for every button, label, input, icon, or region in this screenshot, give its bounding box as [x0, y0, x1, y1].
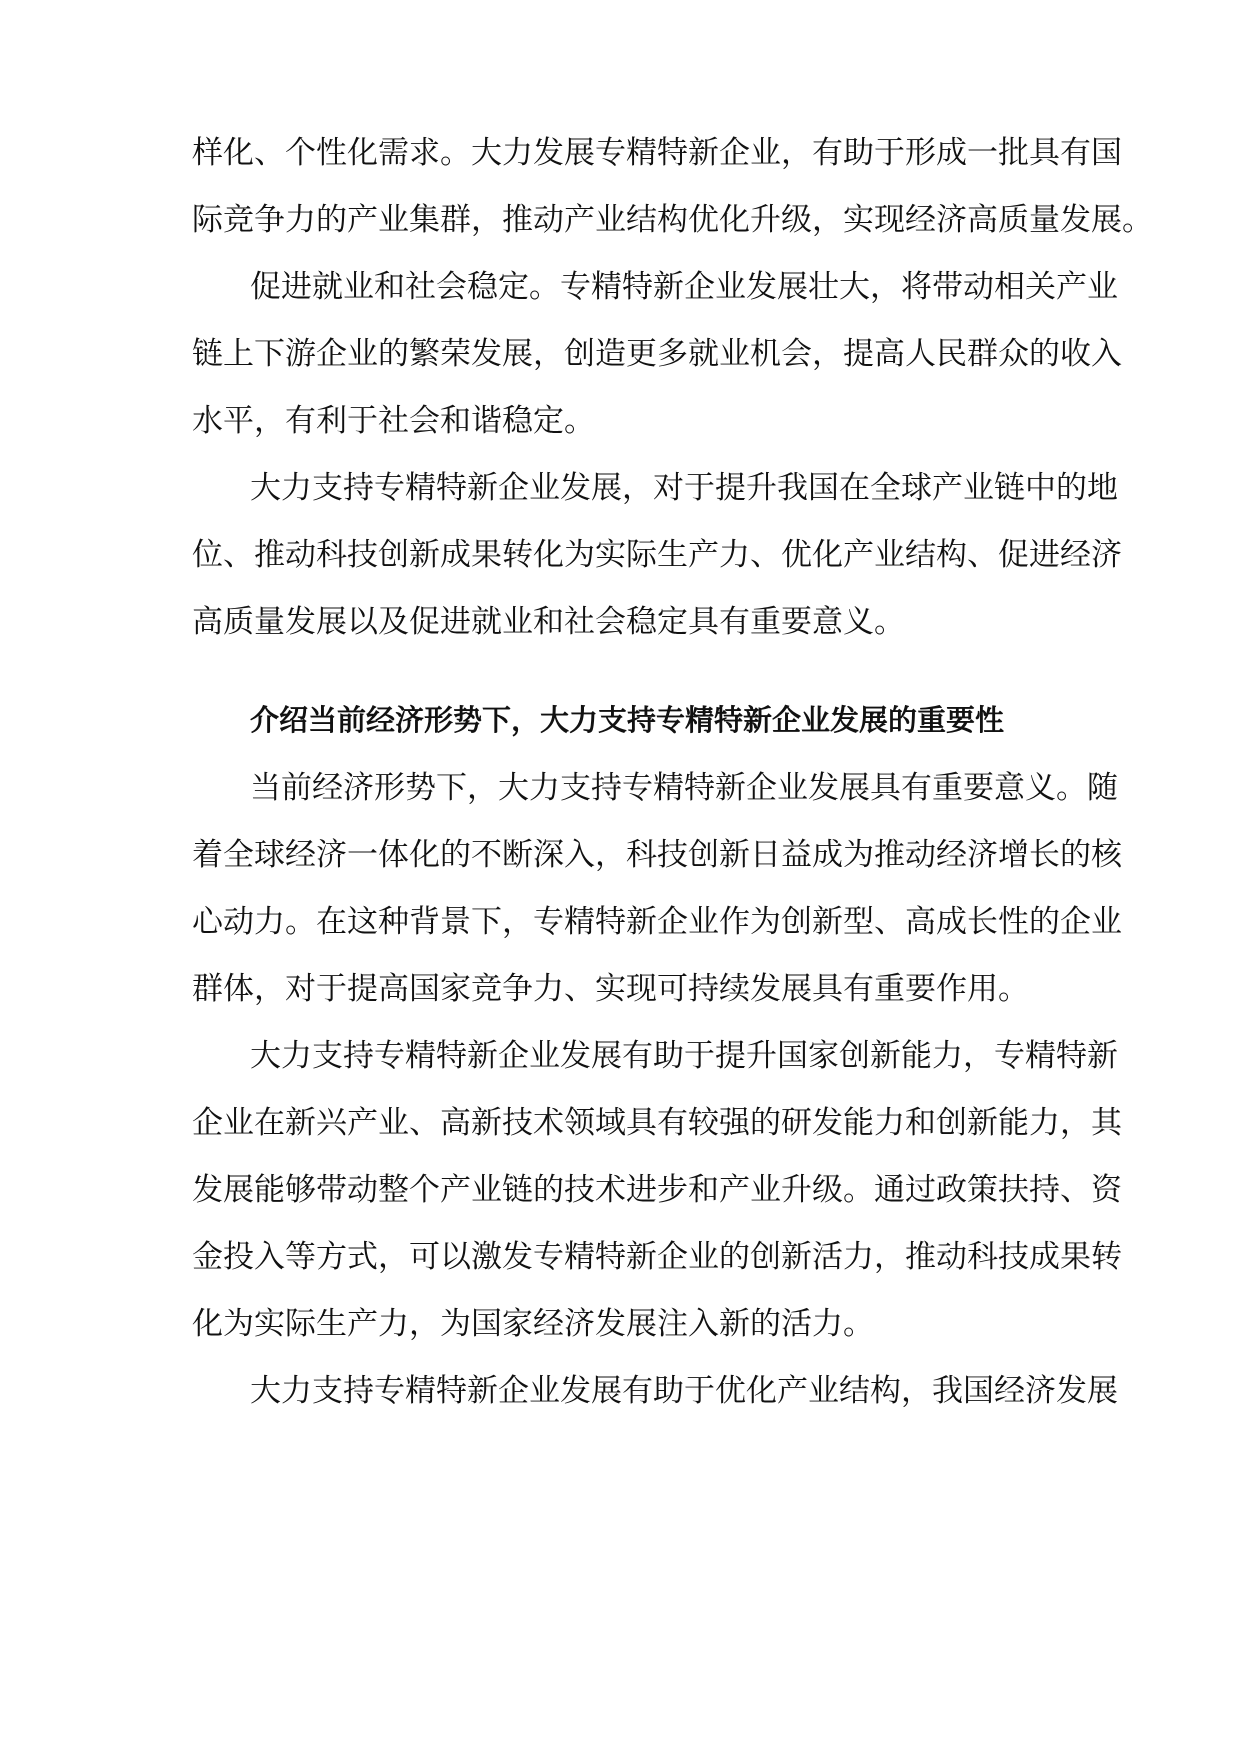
paragraph-line: 高质量发展以及促进就业和社会稳定具有重要意义。 — [192, 604, 905, 640]
paragraph-line: 水平，有利于社会和谐稳定。 — [192, 403, 595, 439]
paragraph-line: 位、推动科技创新成果转化为实际生产力、优化产业结构、促进经济 — [192, 537, 1122, 573]
paragraph-line: 样化、个性化需求。大力发展专精特新企业，有助于形成一批具有国 — [192, 135, 1122, 171]
paragraph-line: 链上下游企业的繁荣发展，创造更多就业机会，提高人民群众的收入 — [192, 336, 1122, 372]
paragraph-line: 际竞争力的产业集群，推动产业结构优化升级，实现经济高质量发展。 — [192, 202, 1153, 238]
paragraph-line: 着全球经济一体化的不断深入，科技创新日益成为推动经济增长的核 — [192, 837, 1122, 873]
paragraph-line: 金投入等方式，可以激发专精特新企业的创新活力，推动科技成果转 — [192, 1239, 1122, 1275]
paragraph-line: 大力支持专精特新企业发展，对于提升我国在全球产业链中的地 — [250, 470, 1118, 506]
paragraph-line: 化为实际生产力，为国家经济发展注入新的活力。 — [192, 1306, 874, 1342]
paragraph-line: 企业在新兴产业、高新技术领域具有较强的研发能力和创新能力，其 — [192, 1105, 1122, 1141]
paragraph-line: 当前经济形势下，大力支持专精特新企业发展具有重要意义。随 — [250, 770, 1118, 806]
paragraph-line: 发展能够带动整个产业链的技术进步和产业升级。通过政策扶持、资 — [192, 1172, 1122, 1208]
paragraph-line: 促进就业和社会稳定。专精特新企业发展壮大，将带动相关产业 — [250, 269, 1118, 305]
paragraph-line: 群体，对于提高国家竞争力、实现可持续发展具有重要作用。 — [192, 971, 1029, 1007]
paragraph-line: 心动力。在这种背景下，专精特新企业作为创新型、高成长性的企业 — [192, 904, 1122, 940]
paragraph-line: 大力支持专精特新企业发展有助于优化产业结构，我国经济发展 — [250, 1373, 1118, 1409]
paragraph-line: 大力支持专精特新企业发展有助于提升国家创新能力，专精特新 — [250, 1038, 1118, 1074]
section-heading: 介绍当前经济形势下，大力支持专精特新企业发展的重要性 — [250, 703, 1005, 737]
